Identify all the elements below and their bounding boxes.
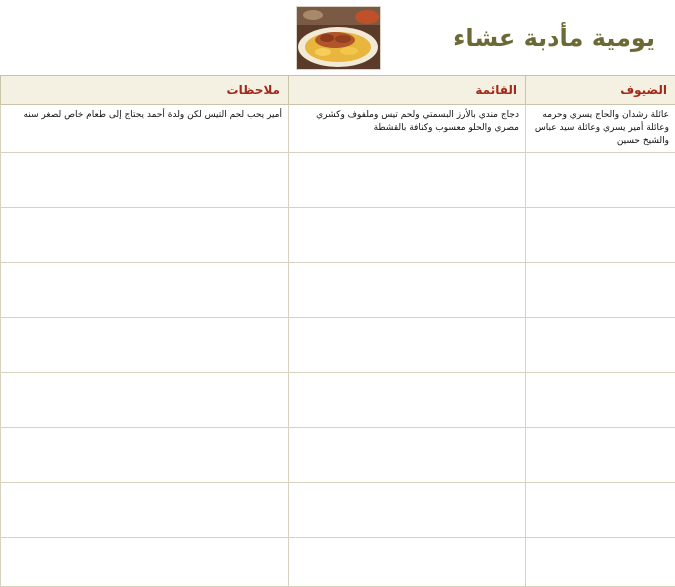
table-row	[1, 373, 675, 428]
guests-cell[interactable]	[526, 483, 675, 538]
notes-cell[interactable]	[1, 428, 289, 483]
page-title: يومية مأدبة عشاء	[453, 24, 655, 52]
guests-cell[interactable]	[526, 538, 675, 587]
menu-cell[interactable]	[289, 208, 526, 263]
guests-cell[interactable]	[526, 373, 675, 428]
menu-cell[interactable]	[289, 538, 526, 587]
food-photo-image	[297, 7, 380, 69]
notes-cell[interactable]	[1, 373, 289, 428]
table-row	[1, 538, 675, 587]
notes-cell[interactable]	[1, 538, 289, 587]
table-row	[1, 428, 675, 483]
notes-cell[interactable]	[1, 263, 289, 318]
column-header-notes: ملاحظات	[1, 76, 289, 105]
menu-cell[interactable]	[289, 483, 526, 538]
document-header	[0, 0, 675, 75]
guests-cell[interactable]	[526, 318, 675, 373]
table-row	[1, 153, 675, 208]
guests-cell[interactable]	[526, 263, 675, 318]
menu-cell[interactable]	[289, 373, 526, 428]
table-row	[1, 483, 675, 538]
notes-cell[interactable]	[1, 208, 289, 263]
menu-cell[interactable]	[289, 263, 526, 318]
guests-cell[interactable]	[526, 428, 675, 483]
food-photo	[296, 6, 381, 70]
menu-cell[interactable]	[289, 428, 526, 483]
header-row	[1, 76, 675, 105]
table-row	[1, 208, 675, 263]
notes-cell[interactable]	[1, 483, 289, 538]
menu-cell[interactable]	[289, 318, 526, 373]
menu-cell[interactable]: دجاج مندي بالأرز البسمتي ولحم تيس وملفوف وكشري مصري والحلو معسوب وكنافة بالقشطة	[289, 105, 526, 153]
guests-cell[interactable]	[526, 208, 675, 263]
menu-cell[interactable]	[289, 153, 526, 208]
notes-cell[interactable]	[1, 153, 289, 208]
guests-cell[interactable]: عائلة رشدان والحاج يسري وحرمه وعائلة أمير يسري وعائلة سيد عباس والشيخ حسين	[526, 105, 675, 153]
dinner-table	[0, 75, 675, 587]
column-header-menu: القائمة	[289, 76, 526, 105]
table-row	[1, 263, 675, 318]
guests-cell[interactable]	[526, 153, 675, 208]
column-header-guests: الضيوف	[526, 76, 675, 105]
table-row	[1, 105, 675, 153]
notes-cell[interactable]	[1, 318, 289, 373]
notes-cell[interactable]: أمير يحب لحم التيس لكن ولدة أحمد يحتاج إلى طعام خاص لصغر سنه	[1, 105, 289, 153]
table-row	[1, 318, 675, 373]
